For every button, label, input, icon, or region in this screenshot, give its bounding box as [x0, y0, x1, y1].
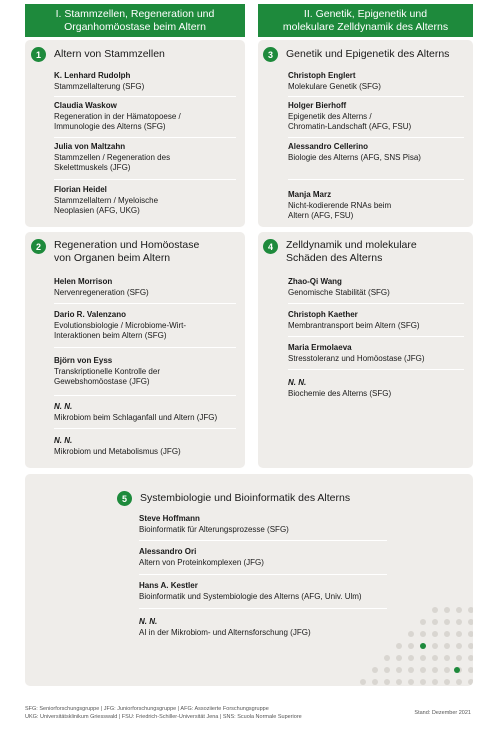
member-desc: Nicht-kodierende RNAs beim — [288, 200, 392, 210]
dot — [420, 631, 426, 637]
member-desc: Immunologie des Alterns (SFG) — [54, 122, 166, 131]
member-entry — [139, 617, 311, 638]
member-desc: Bioinformatik für Alterungsprozesse (SFG) — [139, 524, 289, 534]
member-entry — [288, 310, 420, 331]
member-entry — [288, 343, 425, 364]
member-desc: Altern (AFG, FSU) — [288, 211, 354, 220]
section-heading-2 — [31, 239, 199, 265]
dot — [468, 679, 473, 685]
dot — [456, 619, 462, 625]
member-entry — [54, 185, 158, 217]
member-entry — [54, 142, 170, 174]
member-desc: Bioinformatik und Systembiologie des Alterns (AFG, Univ. Ulm) — [139, 591, 362, 601]
dot — [384, 679, 390, 685]
dot — [444, 667, 450, 673]
column-header-left — [25, 4, 245, 37]
dot — [408, 679, 414, 685]
section-number-badge: 2 — [31, 239, 46, 254]
member-entry — [139, 514, 289, 535]
member-desc: Stammzellen / Regeneration des — [54, 152, 171, 162]
member-desc: Epigenetik des Alterns / — [288, 111, 372, 121]
member-desc: Membrantransport beim Altern (SFG) — [288, 320, 420, 330]
member-name: N. N. — [139, 617, 158, 626]
divider — [54, 137, 236, 138]
member-name: Alessandro Cellerino — [288, 142, 369, 151]
section-title: Zelldynamik und molekulare Schäden des Alterns — [286, 239, 417, 264]
section-heading-1 — [31, 47, 165, 62]
divider — [288, 369, 464, 370]
section-heading-3 — [263, 47, 449, 62]
dot — [384, 667, 390, 673]
member-desc: Stresstoleranz und Homöostase (JFG) — [288, 353, 425, 363]
member-name: Holger Bierhoff — [288, 101, 347, 110]
dot — [372, 679, 378, 685]
member-name: Claudia Waskow — [54, 101, 117, 110]
divider — [54, 347, 236, 348]
member-name: Julia von Maltzahn — [54, 142, 126, 151]
dot — [396, 643, 402, 649]
member-name: Dario R. Valenzano — [54, 310, 127, 319]
member-desc: Altern von Proteinkomplexen (JFG) — [139, 557, 264, 567]
dot — [420, 655, 426, 661]
dot — [456, 607, 462, 613]
dot — [468, 643, 473, 649]
member-entry — [288, 101, 411, 133]
member-name: Maria Ermolaeva — [288, 343, 352, 352]
member-name: Steve Hoffmann — [139, 514, 200, 523]
member-name: Florian Heidel — [54, 185, 107, 194]
dot — [444, 643, 450, 649]
member-name: Zhao-Qi Wang — [288, 277, 342, 286]
dot — [408, 631, 414, 637]
footer-line: UKG: Universitätsklinikum Griesswald | FSU: Friedrich-Schiller-Universität Jena | SNS: Scuola Normale Superiore — [25, 714, 302, 720]
member-desc: Genomische Stabilität (SFG) — [288, 287, 390, 297]
dot — [432, 655, 438, 661]
footer-line: SFG: Seniorforschungsgruppe | JFG: Juniorforschungsgruppe | AFG: Assoziierte Forschungsgruppe — [25, 706, 269, 712]
column-header-right — [258, 4, 473, 37]
member-desc: Interaktionen beim Altern (SFG) — [54, 331, 167, 340]
divider — [288, 179, 464, 180]
dot — [444, 607, 450, 613]
dot — [432, 667, 438, 673]
member-entry — [54, 436, 181, 457]
dot — [420, 667, 426, 673]
member-desc: Stammzellaltern / Myeloische — [54, 195, 159, 205]
section-title: Systembiologie und Bioinformatik des Alterns — [140, 492, 351, 504]
member-desc: Neoplasien (AFG, UKG) — [54, 206, 140, 215]
member-desc: Gewebshomöostase (JFG) — [54, 377, 150, 386]
dot — [372, 667, 378, 673]
section-title: Altern von Stammzellen — [54, 48, 165, 60]
dot — [396, 655, 402, 661]
member-name: Alessandro Ori — [139, 547, 197, 556]
member-name: Christoph Kaether — [288, 310, 358, 319]
dot — [456, 631, 462, 637]
member-name: Manja Marz — [288, 190, 332, 199]
member-desc: Evolutionsbiologie / Microbiome-Wirt- — [54, 320, 187, 330]
section-number-badge: 1 — [31, 47, 46, 62]
dot — [444, 619, 450, 625]
member-entry — [54, 71, 144, 92]
member-entry — [139, 581, 362, 602]
divider — [54, 179, 236, 180]
dot — [360, 679, 366, 685]
member-desc: Stammzellalterung (SFG) — [54, 81, 145, 91]
member-entry — [288, 190, 391, 222]
dot — [468, 607, 473, 613]
dot — [444, 679, 450, 685]
dot — [468, 667, 473, 673]
member-entry — [288, 378, 391, 399]
dot — [408, 667, 414, 673]
member-name: Helen Morrison — [54, 277, 113, 286]
dot — [432, 619, 438, 625]
member-desc: Skelettmuskels (JFG) — [54, 163, 131, 172]
member-entry — [54, 402, 217, 423]
header-right-line1: II. Genetik, Epigenetik und — [303, 7, 428, 20]
dot — [396, 679, 402, 685]
section-title: Regeneration und Homöostase von Organen beim Altern — [54, 239, 200, 264]
section-number-badge: 4 — [263, 239, 278, 254]
header-left-line2: Organhomöostase beim Altern — [64, 20, 206, 33]
divider — [288, 96, 464, 97]
dot — [432, 679, 438, 685]
member-entry — [54, 356, 160, 388]
dot — [468, 631, 473, 637]
member-entry — [288, 277, 390, 298]
header-right-line2: molekulare Zelldynamik des Alterns — [282, 20, 449, 33]
member-name: N. N. — [288, 378, 307, 387]
member-entry — [288, 71, 381, 92]
divider — [54, 96, 236, 97]
section-number-badge: 5 — [117, 491, 132, 506]
member-desc: AI in der Mikrobiom- und Alternsforschung (JFG) — [139, 627, 311, 637]
divider — [139, 574, 387, 575]
section-title: Genetik und Epigenetik des Alterns — [286, 48, 450, 60]
member-entry — [139, 547, 264, 568]
member-name: Hans A. Kestler — [139, 581, 198, 590]
dot-pattern-decoration — [353, 606, 473, 686]
member-desc: Transkriptionelle Kontrolle der — [54, 366, 160, 376]
member-desc: Regeneration in der Hämatopoese / — [54, 111, 181, 121]
dot — [432, 631, 438, 637]
member-name: Christoph Englert — [288, 71, 356, 80]
section-heading-5 — [117, 491, 350, 506]
divider — [54, 428, 236, 429]
dot — [384, 655, 390, 661]
member-desc: Biologie des Alterns (AFG, SNS Pisa) — [288, 152, 421, 162]
section-heading-4 — [263, 239, 417, 265]
dot — [408, 655, 414, 661]
dot — [456, 655, 462, 661]
header-left-line1: I. Stammzellen, Regeneration und — [55, 7, 215, 20]
divider — [54, 303, 236, 304]
dot — [396, 667, 402, 673]
dot — [456, 643, 462, 649]
section-panel-2 — [25, 232, 245, 468]
stand-date: Stand: Dezember 2021 — [414, 710, 471, 716]
divider — [139, 540, 387, 541]
member-desc: Mikrobiom und Metabolismus (JFG) — [54, 446, 181, 456]
divider — [288, 336, 464, 337]
member-desc: Mikrobiom beim Schlaganfall und Altern (JFG) — [54, 412, 218, 422]
section-number-badge: 3 — [263, 47, 278, 62]
member-desc: Chromatin-Landschaft (AFG, FSU) — [288, 122, 412, 131]
member-desc: Nervenregeneration (SFG) — [54, 287, 149, 297]
member-desc: Molekulare Genetik (SFG) — [288, 81, 381, 91]
divider — [139, 608, 387, 609]
green-dot — [420, 643, 426, 649]
divider — [288, 303, 464, 304]
divider — [54, 395, 236, 396]
member-name: N. N. — [54, 436, 73, 445]
dot — [468, 619, 473, 625]
dot — [444, 655, 450, 661]
member-entry — [54, 101, 181, 133]
dot — [444, 631, 450, 637]
dot — [408, 643, 414, 649]
footer-legend — [25, 705, 302, 721]
green-dot — [454, 667, 460, 673]
dot — [468, 655, 473, 661]
dot — [420, 619, 426, 625]
member-name: K. Lenhard Rudolph — [54, 71, 131, 80]
dot — [432, 643, 438, 649]
divider — [288, 137, 464, 138]
dot — [456, 679, 462, 685]
footer-date — [414, 709, 471, 717]
member-entry — [288, 142, 421, 163]
member-desc: Biochemie des Alterns (SFG) — [288, 388, 392, 398]
member-entry — [54, 277, 149, 298]
member-name: Björn von Eyss — [54, 356, 113, 365]
member-entry — [54, 310, 186, 342]
dot — [432, 607, 438, 613]
dot — [420, 679, 426, 685]
member-name: N. N. — [54, 402, 73, 411]
